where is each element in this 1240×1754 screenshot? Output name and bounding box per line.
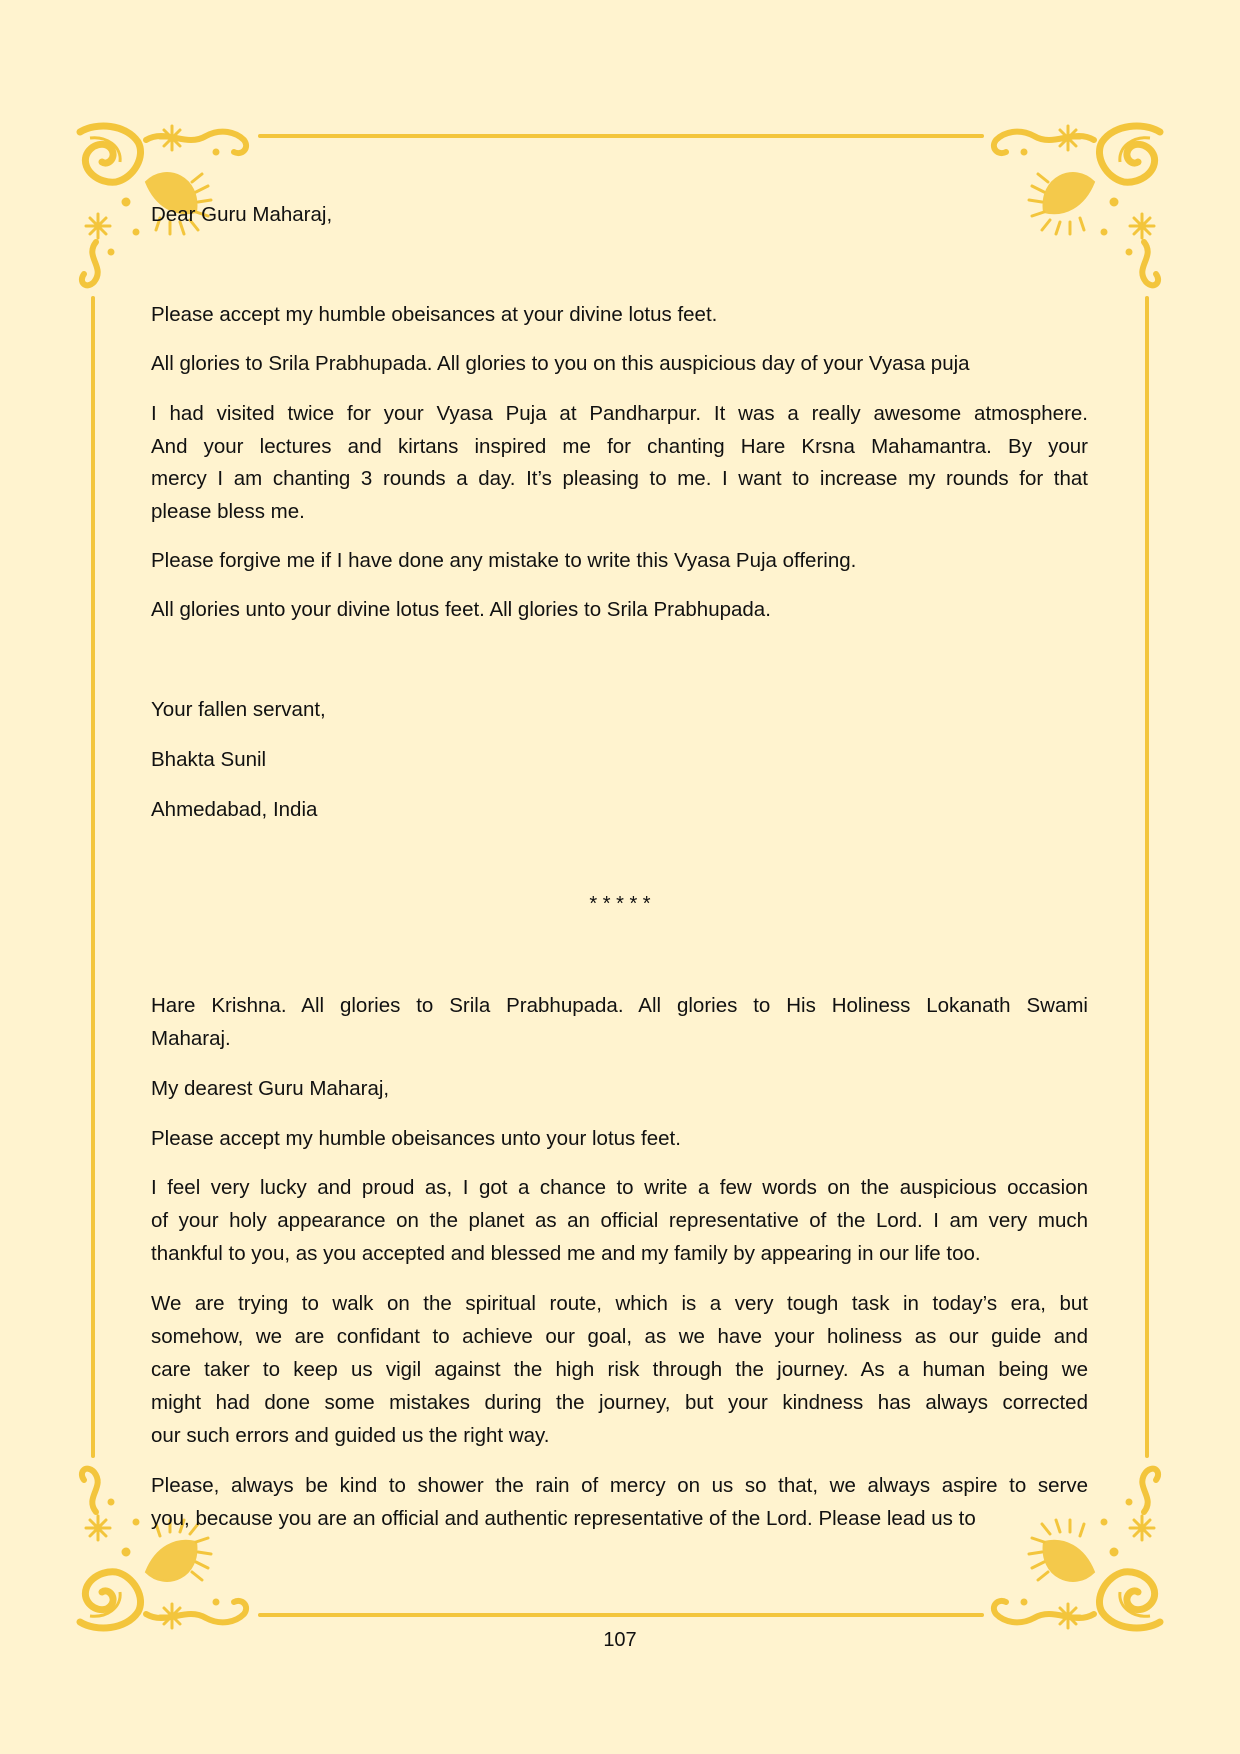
letter1-paragraph-5: All glories unto your divine lotus feet. All glories to Srila Prabhupada.: [151, 598, 771, 621]
letter1-salutation: Dear Guru Maharaj,: [151, 203, 333, 226]
section-separator: * * * * *: [589, 893, 651, 915]
paragraph-line: I had visited twice for your Vyasa Puja at Pandharpur. It was a really awesome atmosphere.: [151, 402, 1088, 425]
right-border-line: [1145, 296, 1149, 1458]
letter1-location: Ahmedabad, India: [151, 798, 318, 821]
paragraph-line: Please, always be kind to shower the rain of mercy on us so that, we always aspire to serve: [151, 1474, 1088, 1497]
letter2-salutation: My dearest Guru Maharaj,: [151, 1077, 390, 1100]
letter1-paragraph-1: Please accept my humble obeisances at your divine lotus feet.: [151, 303, 718, 326]
paragraph-line: might had done some mistakes during the journey, but your kindness has always corrected: [151, 1391, 1088, 1414]
paragraph-line: of your holy appearance on the planet as an official representative of the Lord. I am very much: [151, 1209, 1088, 1232]
paragraph-line: Hare Krishna. All glories to Srila Prabhupada. All glories to His Holiness Lokanath Swami: [151, 994, 1088, 1017]
letter1-closing: Your fallen servant,: [151, 698, 326, 721]
top-border-line: [258, 134, 984, 138]
paragraph-line: We are trying to walk on the spiritual route, which is a very tough task in today’s era, but: [151, 1292, 1088, 1315]
letter1-paragraph-4: Please forgive me if I have done any mistake to write this Vyasa Puja offering.: [151, 549, 857, 572]
paragraph-line: And your lectures and kirtans inspired me for chanting Hare Krsna Mahamantra. By your: [151, 435, 1088, 458]
paragraph-line: I feel very lucky and proud as, I got a chance to write a few words on the auspicious occasion: [151, 1176, 1088, 1199]
paragraph-line: care taker to keep us vigil against the high risk through the journey. As a human being we: [151, 1358, 1088, 1381]
bottom-border-line: [258, 1613, 984, 1617]
paragraph-line: somehow, we are confidant to achieve our goal, as we have your holiness as our guide and: [151, 1325, 1088, 1348]
left-border-line: [91, 296, 95, 1458]
paragraph-line: please bless me.: [151, 500, 305, 523]
paragraph-line: mercy I am chanting 3 rounds a day. It’s pleasing to me. I want to increase my rounds for that: [151, 467, 1088, 490]
letter1-paragraph-2: All glories to Srila Prabhupada. All glories to you on this auspicious day of your Vyasa puja: [151, 352, 970, 375]
paragraph-line: Maharaj.: [151, 1027, 231, 1050]
letter1-signature-name: Bhakta Sunil: [151, 748, 267, 771]
letter2-paragraph-2: Please accept my humble obeisances unto your lotus feet.: [151, 1127, 681, 1150]
paragraph-line: our such errors and guided us the right way.: [151, 1424, 550, 1447]
paragraph-line: you, because you are an official and authentic representative of the Lord. Please lead us to: [151, 1507, 976, 1530]
paragraph-line: thankful to you, as you accepted and blessed me and my family by appearing in our life too.: [151, 1242, 981, 1265]
page-number: 107: [603, 1629, 637, 1651]
